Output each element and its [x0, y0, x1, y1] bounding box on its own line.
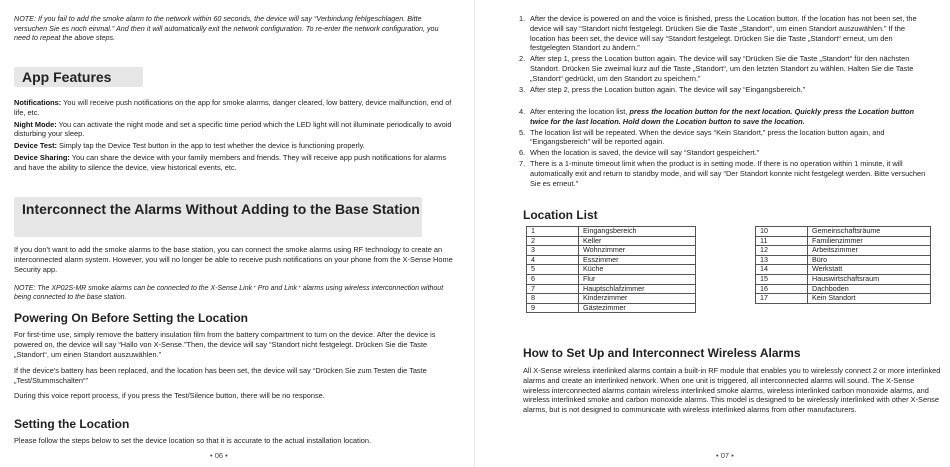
feature-description: Simply tap the Device Test button in the app to test whether the device is functioning properly.: [57, 141, 365, 151]
location-row: [756, 274, 931, 284]
feature-description: You will receive push notifications on the app for smoke alarms, danger cleared, low battery, device malfunction, end of life, etc.: [14, 98, 452, 117]
network-timeout-note: NOTE: If you fail to add the smoke alarm to the network within 60 seconds, the device will say “Verbindung fehlgeschlagen. Bitte versuchen Sie es noch einmal.” And then it will automatically exit the network configuration. To re-enter the network configuration, you need to repeat the above steps.: [14, 14, 439, 43]
app-features-heading: App Features: [14, 67, 143, 87]
location-number: 11: [756, 236, 808, 246]
feature-item: [14, 98, 454, 118]
location-row: [527, 246, 696, 256]
step-text: After entering the location list,: [530, 107, 630, 116]
step-item: [521, 128, 931, 148]
location-list-heading: Location List: [523, 208, 598, 222]
location-number: 13: [756, 255, 808, 265]
location-name: Wohnzimmer: [579, 246, 696, 256]
wireless-text: All X-Sense wireless interlinked alarms contain a built-in RF module that enables you to wirelessly connect 2 or more interlinked alarms and create an interlinked network. When one unit is triggered, all interconnected alarms will sound. The X-Sense wireless interconnected alarms contain wireless interlinked smoke alarms, wireless interlinked carbon monoxide alarms, and wireless interlinked smoke and carbon monoxide alarms. This model is designed to be wirelessly interlinked with other X-Sense alarms, but is not designed to communicate with wireless interlinked alarms from other manufacturers.: [523, 366, 941, 415]
step-item: [521, 107, 931, 127]
location-name: Esszimmer: [579, 255, 696, 265]
step-number: 7.: [519, 158, 526, 168]
step-text: After step 2, press the Location button again. The device will say “Eingangsbereich.”: [530, 84, 806, 94]
location-row: [527, 274, 696, 284]
location-number: 9: [527, 303, 579, 313]
location-row: [527, 227, 696, 237]
step-text: After step 1, press the Location button again. The device will say “Drücken Sie die Taste „Standort“ für den nächsten Standort. Drücken Sie zweimal kurz auf die Taste „Standort“, um den letzten Standort zu wählen. Halten Sie die Taste „Standort“ gedrückt, um den Standort zu speichern.”: [530, 54, 914, 83]
location-name: Gemeinschaftsräume: [808, 227, 931, 237]
feature-item: [14, 153, 454, 173]
step-item: [521, 148, 931, 158]
location-steps-4-7: [521, 107, 931, 189]
feature-term: Device Test:: [14, 141, 57, 151]
step-number: 5.: [519, 127, 526, 137]
location-number: 4: [527, 255, 579, 265]
right-page: [475, 0, 950, 467]
location-steps-1-3: [521, 14, 931, 95]
location-row: [527, 294, 696, 304]
location-name: Kein Standort: [808, 294, 931, 304]
step-text: The location list will be repeated. When the device says “Kein Standort,” press the location button again, and “Eingangsbereich” will be reported again.: [530, 127, 885, 147]
location-row: [527, 255, 696, 265]
location-number: 8: [527, 294, 579, 304]
location-name: Büro: [808, 255, 931, 265]
step-number: 1.: [519, 14, 526, 23]
location-name: Arbeitszimmer: [808, 246, 931, 256]
location-number: 14: [756, 265, 808, 275]
step-item: [521, 159, 931, 188]
interconnect-heading: Interconnect the Alarms Without Adding to the Base Station: [14, 197, 422, 237]
location-number: 15: [756, 274, 808, 284]
location-row: [756, 255, 931, 265]
powering-paragraph-2: If the device's battery has been replaced, and the location has been set, the device will say “Drücken Sie zum Testen die Taste „Test/Stummschalten“”: [14, 366, 427, 385]
step-item: [521, 85, 931, 95]
setting-location-text: Please follow the steps below to set the device location so that it is accurate to the actual installation location.: [14, 436, 372, 445]
location-table-right: [755, 226, 931, 304]
location-number: 6: [527, 274, 579, 284]
setting-location-heading: Setting the Location: [14, 417, 130, 431]
step-number: 3.: [519, 84, 526, 94]
location-name: Dachboden: [808, 284, 931, 294]
features-list: [14, 98, 454, 175]
interconnect-text: If you don’t want to add the smoke alarms to the base station, you can connect the smoke alarms using RF technology to create an interconnected alarm system. However, you will no longer be able to receive push notifications on your phone from the X-Sense Home Security app.: [14, 245, 453, 274]
step-number: 2.: [519, 54, 526, 64]
step-number: 6.: [519, 148, 526, 158]
location-number: 16: [756, 284, 808, 294]
location-number: 12: [756, 246, 808, 256]
location-name: Keller: [579, 236, 696, 246]
powering-paragraph-1: For first-time use, simply remove the battery insulation film from the battery compartment to turn on the device. After the device is powered on, the device will say “Hallo von X-Sense.”Then, the device will say “Standort nicht festgelegt. Drücken Sie die Taste „Standort“, um einen Standort auszuwählen.”: [14, 330, 436, 359]
page-number-left: • 06 •: [210, 451, 228, 460]
location-name: Flur: [579, 274, 696, 284]
location-name: Gästezimmer: [579, 303, 696, 313]
location-name: Hauswirtschaftsraum: [808, 274, 931, 284]
location-number: 10: [756, 227, 808, 237]
features-container: [14, 98, 454, 173]
feature-item: [14, 141, 454, 151]
step-emphasis: press the location button for the next location. Quickly press the Location button twice for the last location. Hold down the Location button to save the location.: [530, 107, 914, 126]
feature-term: Notifications:: [14, 98, 62, 107]
location-number: 1: [527, 227, 579, 237]
location-row: [756, 294, 931, 304]
feature-item: [14, 120, 454, 140]
location-row: [527, 265, 696, 275]
step-item: [521, 54, 931, 83]
step-item: [521, 14, 931, 53]
location-row: [527, 303, 696, 313]
location-number: 17: [756, 294, 808, 304]
feature-description: You can activate the night mode and set a specific time period which the LED light will not illuminate periodically to avoid disturbing your sleep.: [14, 119, 452, 139]
location-number: 7: [527, 284, 579, 294]
wireless-heading: How to Set Up and Interconnect Wireless Alarms: [523, 346, 801, 360]
feature-term: Night Mode:: [14, 119, 57, 129]
feature-term: Device Sharing:: [14, 152, 70, 162]
location-row: [756, 246, 931, 256]
location-name: Kinderzimmer: [579, 294, 696, 304]
location-name: Küche: [579, 265, 696, 275]
interconnect-note: NOTE: The XP02S-MR smoke alarms can be connected to the X-Sense Link⁺ Pro and Link⁺ alarms using wireless interconnection without being connected to the base station.: [14, 285, 444, 302]
location-number: 3: [527, 246, 579, 256]
powering-paragraph-3: During this voice report process, if you press the Test/Silence button, there will be no response.: [14, 391, 325, 400]
page-number-right: • 07 •: [716, 451, 734, 460]
location-number: 5: [527, 265, 579, 275]
location-table-left: [526, 226, 696, 313]
feature-description: You can share the device with your family members and friends. They will receive app push notifications for alarms and have the ability to silence the device, view historical events, etc.: [14, 152, 447, 172]
location-row: [756, 227, 931, 237]
location-name: Familienzimmer: [808, 236, 931, 246]
location-number: 2: [527, 236, 579, 246]
step-number: 4.: [519, 107, 526, 116]
step-text: There is a 1-minute timeout limit when the product is in setting mode. If there is no operation within 1 minute, it will automatically exit and return to standby mode, and will say “Der Standort konnte nicht festgelegt werden. Bitte versuchen Sie es erneut.”: [530, 158, 926, 188]
step-text: After the device is powered on and the voice is finished, press the Location button. If the location has not been set, the device will say “Standort nicht festgelegt. Drücken Sie die Taste „Standort“, um einen Standort auszuwählen.” If the location has been set, the device will say “Standort festgelegt. Drücken Sie die Taste „Standort“ erneut, um den festgelegten Standort zu ändern.”: [530, 14, 917, 53]
powering-heading: Powering On Before Setting the Location: [14, 311, 249, 325]
location-name: Hauptschlafzimmer: [579, 284, 696, 294]
location-name: Eingangsbereich: [579, 227, 696, 237]
step-text: When the location is saved, the device will say “Standort gespeichert.”: [530, 148, 760, 158]
location-name: Werkstatt: [808, 265, 931, 275]
